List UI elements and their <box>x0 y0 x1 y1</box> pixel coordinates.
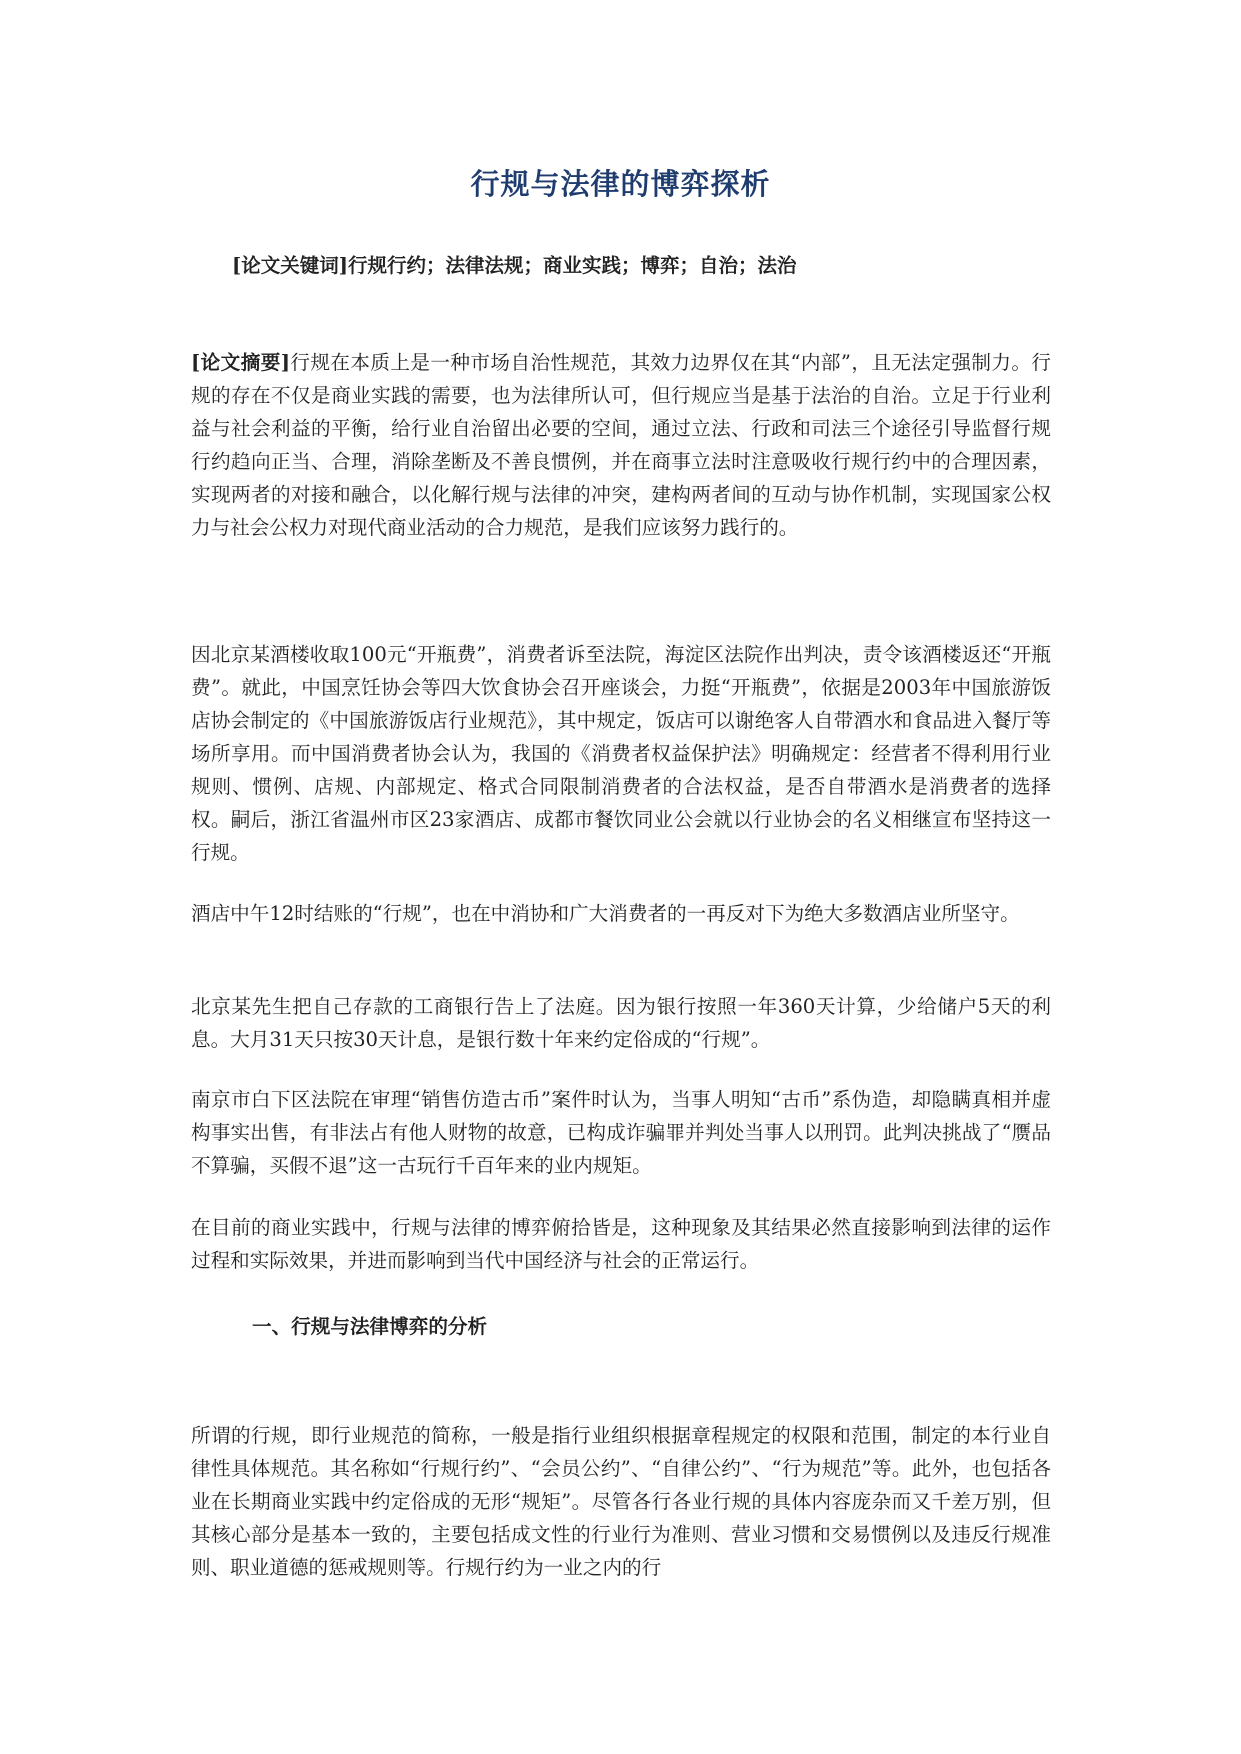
section-paragraph: 所谓的行规，即行业规范的简称，一般是指行业组织根据章程规定的权限和范围，制定的本行业自律性具体规范。其名称如“行规行约”、“会员公约”、“自律公约”、“行为规范”等。此外，也包括各业在长期商业实践中约定俗成的无形“规矩”。尽管各行各业行规的具体内容庞杂而又千差万别，但其核心部分是基本一致的，主要包括成文性的行业行为准则、营业习惯和交易惯例以及违反行规准则、职业道德的惩戒规则等。行规行约为一业之内的行 <box>191 1424 1051 1579</box>
section-heading: 一、行规与法律博弈的分析 <box>252 1315 488 1338</box>
body-paragraph: 因北京某酒楼收取100元“开瓶费”，消费者诉至法院，海淀区法院作出判决，责令该酒楼返还“开瓶费”。就此，中国烹饪协会等四大饮食协会召开座谈会，力挺“开瓶费”，依据是2003年中国旅游饭店协会制定的《中国旅游饭店行业规范》，其中规定，饭店可以谢绝客人自带酒水和食品进入餐厅等场所享用。而中国消费者协会认为，我国的《消费者权益保护法》明确规定：经营者不得利用行业规则、惯例、店规、内部规定、格式合同限制消费者的合法权益，是否自带酒水是消费者的选择权。嗣后，浙江省温州市区23家酒店、成都市餐饮同业公会就以行业协会的名义相继宣布坚持这一行规。 <box>191 643 1051 864</box>
document-title: 行规与法律的博弈探析 <box>470 167 771 201</box>
keywords-line: [论文关键词]行规行约；法律法规；商业实践；博弈；自治；法治 <box>232 254 797 277</box>
body-paragraph: 酒店中午12时结账的“行规”，也在中消协和广大消费者的一再反对下为绝大多数酒店业所坚守。 <box>191 902 1020 925</box>
abstract-label: [论文摘要] <box>191 351 290 374</box>
body-paragraph: 南京市白下区法院在审理“销售仿造古币”案件时认为，当事人明知“古币”系伪造，却隐瞒真相并虚构事实出售，有非法占有他人财物的故意，已构成诈骗罪并判处当事人以刑罚。此判决挑战了“赝品不算骗，买假不退”这一古玩行千百年来的业内规矩。 <box>191 1088 1051 1177</box>
body-paragraph: 在目前的商业实践中，行规与法律的博弈俯拾皆是，这种现象及其结果必然直接影响到法律的运作过程和实际效果，并进而影响到当代中国经济与社会的正常运行。 <box>191 1216 1051 1272</box>
abstract-paragraph <box>191 346 1051 544</box>
abstract-text: 行规在本质上是一种市场自治性规范，其效力边界仅在其“内部”，且无法定强制力。行规的存在不仅是商业实践的需要，也为法律所认可，但行规应当是基于法治的自治。立足于行业利益与社会利益的平衡，给行业自治留出必要的空间，通过立法、行政和司法三个途径引导监督行规行约趋向正当、合理，消除垄断及不善良惯例，并在商事立法时注意吸收行规行约中的合理因素，实现两者的对接和融合，以化解行规与法律的冲突，建构两者间的互动与协作机制，实现国家公权力与社会公权力对现代商业活动的合力规范，是我们应该努力践行的。 <box>191 351 1051 539</box>
body-paragraph: 北京某先生把自己存款的工商银行告上了法庭。因为银行按照一年360天计算，少给储户5天的利息。大月31天只按30天计息，是银行数十年来约定俗成的“行规”。 <box>191 995 1051 1051</box>
